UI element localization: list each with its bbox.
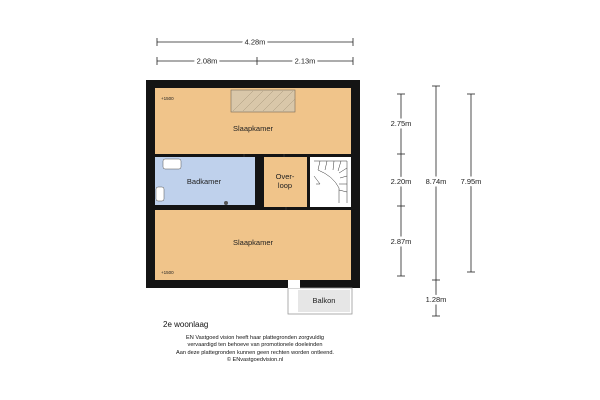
room-label-landing-2: loop (277, 181, 293, 190)
dim-height-bottom: 2.87m (390, 237, 412, 246)
balcony-door (288, 280, 300, 288)
room-label-balcony: Balkon (312, 296, 336, 305)
height-marker-bottom: +1500 (161, 270, 174, 275)
dim-height-top: 2.75m (390, 119, 412, 128)
dim-total-width: 4.28m (244, 37, 266, 47)
room-label-landing-1: Over- (275, 172, 295, 181)
dim-balcony-depth: 1.28m (425, 295, 447, 304)
sink (224, 201, 228, 205)
room-label-bottom-bedroom: Slaapkamer (232, 238, 274, 247)
bath-fixture (156, 187, 164, 201)
room-label-bathroom: Badkamer (186, 177, 222, 186)
disclaimer-line-2: vervaardigd ten behoeve van promotionele doeleinden (187, 342, 323, 349)
dim-right-width: 2.13m (294, 56, 316, 66)
floor-label: 2e woonlaag (163, 320, 209, 329)
disclaimer-line-1: EN Vastgoed vision heeft haar plattegronden zorgvuldig (186, 335, 324, 341)
room-label-top-bedroom: Slaapkamer (232, 124, 274, 133)
disclaimer (130, 335, 380, 364)
dim-height-total: 8.74m (425, 177, 447, 186)
toilet (163, 159, 181, 169)
dim-height-middle: 2.20m (390, 177, 412, 186)
disclaimer-line-4: © ENvastgoedvision.nl (226, 356, 284, 363)
dim-height-inner: 7.95m (460, 177, 482, 186)
disclaimer-line-3: Aan deze plattegronden kunnen geen rechten worden ontleend. (176, 349, 334, 356)
stairwell (310, 157, 351, 207)
height-marker-top: +1500 (161, 96, 174, 101)
dim-left-width: 2.08m (196, 56, 218, 66)
